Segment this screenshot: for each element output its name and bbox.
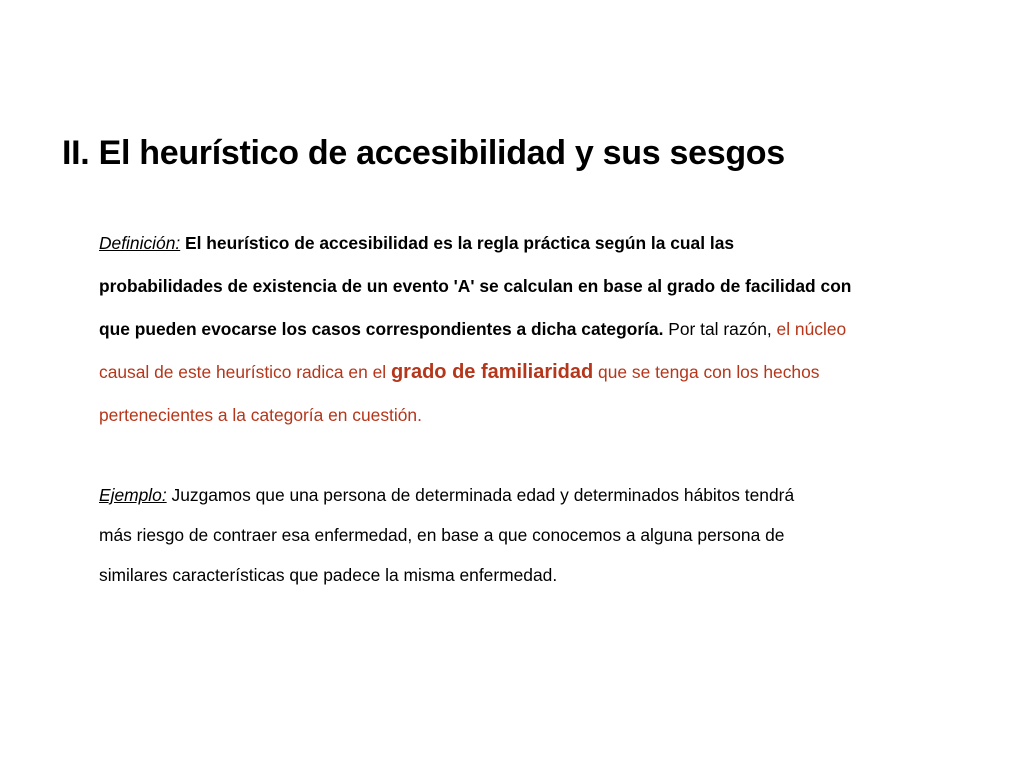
- example-paragraph: [99, 480, 959, 600]
- example-text-1: Juzgamos que una persona de determinada edad y determinados hábitos tendrá: [166, 485, 795, 505]
- definition-label: Definición:: [99, 233, 181, 253]
- emphasis-grado-familiaridad: grado de familiaridad: [390, 361, 594, 383]
- definition-plain-3: Por tal razón,: [663, 319, 777, 339]
- definition-paragraph: [99, 228, 959, 443]
- example-line-3: similares características que padece la misma enfermedad.: [99, 565, 558, 585]
- definition-text-3: que pueden evocarse los casos correspondientes a dicha categoría.: [99, 319, 664, 339]
- definition-red-3: el núcleo: [776, 319, 847, 339]
- example-line-1: [99, 480, 959, 520]
- definition-line-3: [99, 314, 959, 357]
- definition-line-4: [99, 357, 959, 400]
- example-line-2: más riesgo de contraer esa enfermedad, en base a que conocemos a alguna persona de: [99, 525, 785, 545]
- definition-text-1: El heurístico de accesibilidad es la regla práctica según la cual las: [180, 233, 735, 253]
- definition-line-1: [99, 228, 959, 271]
- definition-line-2: probabilidades de existencia de un evento 'A' se calculan en base al grado de facilidad con: [99, 276, 852, 296]
- definition-line-5: pertenecientes a la categoría en cuestión.: [99, 405, 422, 425]
- definition-red-4b: que se tenga con los hechos: [593, 362, 820, 382]
- example-label: Ejemplo:: [99, 485, 167, 505]
- definition-red-4a: causal de este heurístico radica en el: [99, 362, 391, 382]
- slide-title: II. El heurístico de accesibilidad y sus sesgos: [62, 134, 785, 172]
